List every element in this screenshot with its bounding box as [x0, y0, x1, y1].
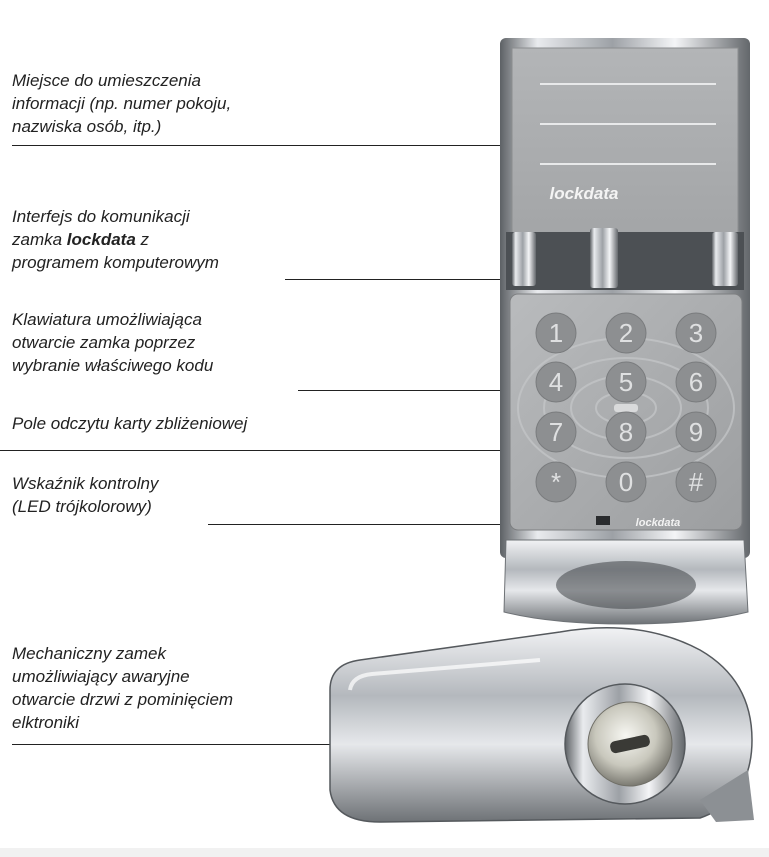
key-label: 9 [688, 417, 704, 447]
brand-inline: lockdata [66, 230, 136, 249]
hinge-right [712, 232, 738, 286]
interface-connector [590, 228, 618, 288]
key-label: 2 [618, 318, 634, 348]
key-label: 0 [618, 467, 634, 497]
label-mech-lock: Mechaniczny zamek umożliwiający awaryjne otwarcie drzwi z pominięciem elktroniki [12, 644, 234, 732]
key-label: 8 [618, 417, 634, 447]
handle [330, 628, 752, 822]
label-keypad: Klawiatura umożliwiająca otwarcie zamka poprzez wybranie właściwego kodu [12, 310, 214, 375]
label-interface: Interfejs do komunikacji zamka lockdata z programem komputerowym [12, 207, 219, 272]
brand-logo-keypad: lockdata [635, 517, 681, 529]
label-info-area: Miejsce do umieszczenia informacji (np. numer pokoju, nazwiska osób, itp.) [12, 71, 232, 136]
key-label: 3 [688, 318, 704, 348]
key-label: 4 [548, 367, 564, 397]
key-label: # [688, 467, 704, 497]
label-card-reader: Pole odczytu karty zbliżeniowej [12, 414, 248, 433]
key-label: * [550, 467, 562, 497]
neck-shadow [556, 561, 696, 609]
key-label: 5 [618, 367, 634, 397]
led-indicator [596, 516, 610, 525]
label-led: Wskaźnik kontrolny (LED trójkolorowy) [12, 474, 159, 516]
interface-slot [506, 232, 744, 290]
key-label: 1 [548, 318, 564, 348]
card-reader-mark [614, 404, 638, 412]
key-label: 7 [548, 417, 564, 447]
key-label: 6 [688, 367, 704, 397]
brand-logo-top: lockdata [549, 184, 619, 203]
bottom-strip [0, 848, 769, 857]
hinge-left [512, 232, 536, 286]
info-flap [512, 48, 738, 250]
